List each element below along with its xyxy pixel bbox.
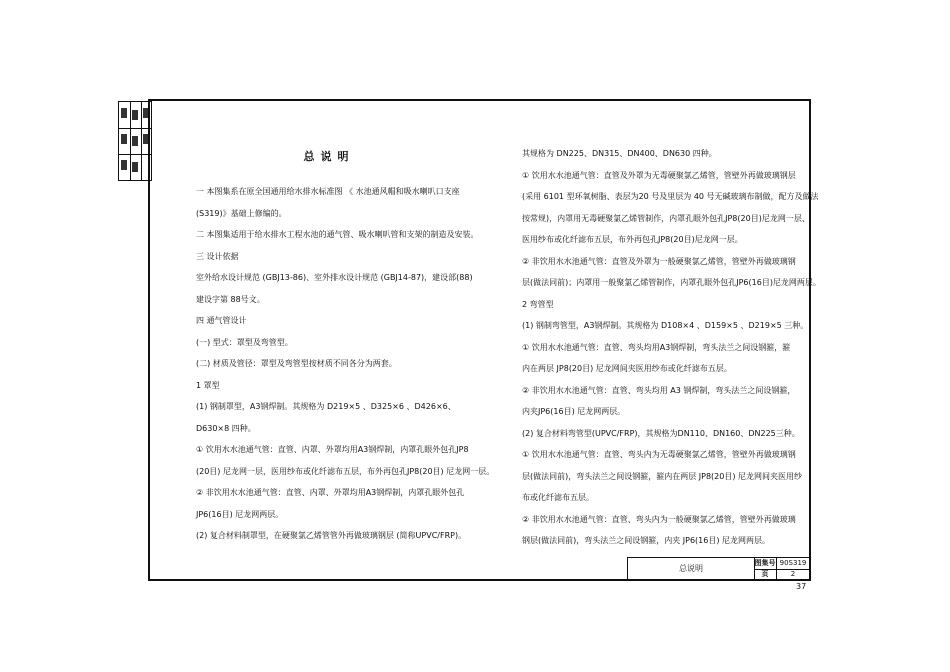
- title-block: [627, 557, 811, 581]
- text-line: 二 本图集适用于给水排水工程水池的通气管、吸水喇叭管和支架的制造及安装。: [196, 230, 479, 239]
- text-line: ① 饮用水水池通气管：直管、弯头均用A3钢焊制，弯头法兰之间设钢箍，箍: [522, 342, 791, 352]
- text-line: (2) 复合材料制罩型，在硬聚氯乙烯管管外再做玻璃钢层 (简称UPVC/FRP)。: [196, 531, 467, 540]
- text-line: 钢层(做法同前)，弯头法兰之间设钢箍，内夹 JP6(16目) 尼龙网两层。: [522, 536, 771, 545]
- text-line: 三 设计依据: [196, 251, 239, 261]
- text-line: 2 弯管型: [522, 299, 554, 309]
- text-line: (1) 钢制罩型，A3钢焊制。其规格为 D219×5 、D325×6 、D426×6、: [196, 402, 456, 411]
- text-line: 四 通气管设计: [196, 316, 247, 325]
- text-line: (二) 材质及管径：罩型及弯管型按材质不同各分为两套。: [196, 359, 397, 368]
- document-title: 总说明: [303, 150, 355, 163]
- text-line: ② 非饮用水水池通气管：直管及外罩为一般硬聚氯乙烯管，管壁外再做玻璃钢: [522, 256, 796, 266]
- text-line: 一 本图集系在原全国通用给水排水标准图 《 水池通风帽和吸水喇叭口支座: [196, 187, 460, 196]
- text-line: 1 罩型: [196, 380, 220, 390]
- text-line: 其规格为 DN225、DN315、DN400、DN630 四种。: [522, 149, 717, 158]
- page-value: 2: [790, 570, 796, 578]
- text-line: D630×8 四种。: [196, 423, 256, 433]
- atlas-number-value: 90S319: [779, 559, 807, 567]
- text-line: 层(做法同前)，弯头法兰之间设钢箍，箍内在两层 JP8(20目) 尼龙网间夹医用纱: [522, 471, 803, 481]
- text-line: (20目) 尼龙网一层，医用纱布或化纤滤布五层，布外再包孔JP8(20目) 尼龙网一层。: [196, 466, 495, 476]
- text-line: ② 非饮用水水池通气管：直管、内罩、外罩均用A3钢焊制，内罩孔眼外包孔: [196, 488, 465, 497]
- text-line: (1) 钢制弯管型，A3钢焊制。其规格为 D108×4 、D159×5 、D219×5 三种。: [522, 321, 809, 330]
- atlas-number-label: 图集号: [754, 559, 776, 567]
- page-label: 页: [754, 569, 777, 580]
- text-line: ② 非饮用水水池通气管：直管、弯头均用 A3 钢焊制，弯头法兰之间设钢箍，: [522, 385, 796, 395]
- text-line: 内夹JP6(16目) 尼龙网两层。: [522, 407, 626, 416]
- text-line: (采用 6101 型环氧树脂、表层为20 号及里层为 40 号无碱玻璃布制做，配方及做法: [522, 192, 819, 201]
- text-line: ① 饮用水水池通气管：直管及外罩为无毒硬聚氯乙烯管，管壁外再做玻璃钢层: [522, 170, 796, 180]
- text-line: (S319)》基础上修编的。: [196, 208, 287, 218]
- text-line: 医用纱布或化纤滤布五层，布外再包孔JP8(20目)尼龙网一层。: [522, 235, 743, 244]
- text-line: (一) 型式：罩型及弯管型。: [196, 337, 293, 347]
- page-row: [754, 569, 810, 580]
- text-line: 层(做法同前)；内罩用一般聚氯乙烯管制作，内罩孔眼外包孔JP6(16目)尼龙网两层。: [522, 278, 821, 287]
- text-line: 建设字第 88号文。: [196, 294, 265, 304]
- text-line: 按常规)，内罩用无毒硬聚氯乙烯管制作，内罩孔眼外包孔JP8(20目)尼龙网一层、: [522, 213, 810, 223]
- text-line: ① 饮用水水池通气管：直管、内罩、外罩均用A3钢焊制，内罩孔眼外包孔JP8: [196, 445, 469, 454]
- sheet-page-number: 37: [796, 582, 807, 591]
- text-line: ① 饮用水水池通气管：直管、弯头内为无毒硬聚氯乙烯管，管壁外再做玻璃钢: [522, 450, 796, 459]
- text-line: JP6(16目) 尼龙网两层。: [196, 509, 284, 519]
- approval-stamp-strip: [118, 101, 152, 181]
- text-line: 布或化纤滤布五层。: [522, 493, 594, 502]
- drawing-name: 总说明: [628, 558, 755, 580]
- text-line: (2) 复合材料弯管型(UPVC/FRP)，其规格为DN110、DN160、DN225三种。: [522, 428, 800, 438]
- text-line: ② 非饮用水水池通气管：直管、弯头内为一般硬聚氯乙烯管，管壁外再做玻璃: [522, 514, 796, 524]
- text-line: 室外给水设计规范 (GBJ13-86)、室外排水设计规范 (GBJ14-87)，建设部(88): [196, 273, 473, 282]
- text-line: 内在两层 JP8(20目) 尼龙网间夹医用纱布或化纤滤布五层。: [522, 364, 732, 373]
